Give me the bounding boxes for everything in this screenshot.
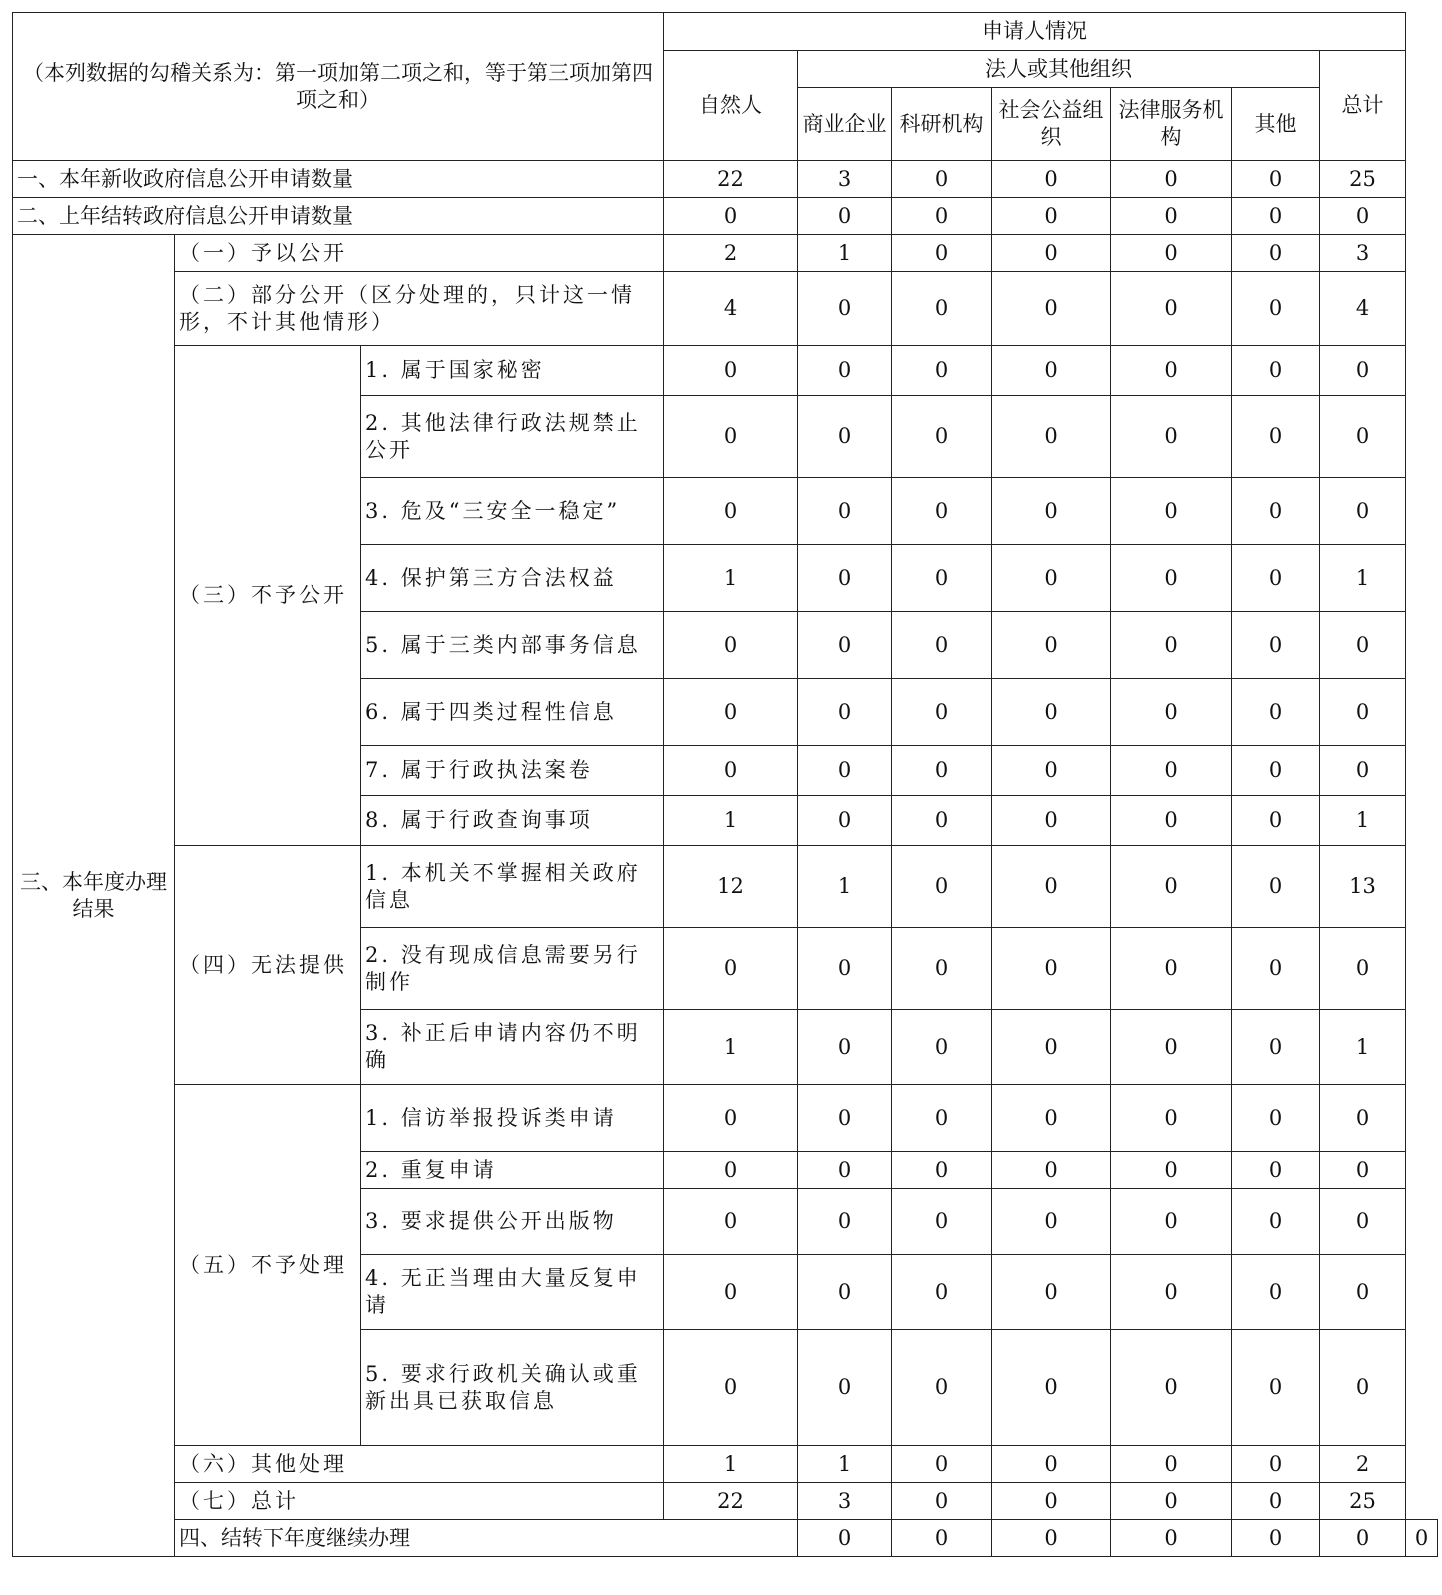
header-legal-group: 法人或其他组织 <box>798 51 1320 88</box>
sub-row-label: 1. 本机关不掌握相关政府信息 <box>361 846 664 928</box>
cell: 0 <box>1232 746 1320 796</box>
cell: 0 <box>892 1483 992 1520</box>
sub-row-label: 3. 要求提供公开出版物 <box>361 1189 664 1255</box>
cell: 0 <box>992 235 1111 272</box>
cell: 0 <box>1111 396 1232 478</box>
cell: 0 <box>664 478 798 545</box>
cell: 0 <box>798 396 892 478</box>
cell: 0 <box>1406 1520 1438 1557</box>
cell: 0 <box>992 1189 1111 1255</box>
cell: 0 <box>1320 612 1406 679</box>
cell: 0 <box>1320 346 1406 396</box>
cell: 0 <box>1111 1520 1232 1557</box>
cell: 1 <box>1320 1010 1406 1085</box>
cell: 0 <box>992 545 1111 612</box>
cell: 1 <box>664 796 798 846</box>
cell: 0 <box>1111 478 1232 545</box>
cell: 0 <box>992 1483 1111 1520</box>
cell: 0 <box>992 1152 1111 1189</box>
cell: 1 <box>798 846 892 928</box>
cell: 0 <box>1111 1255 1232 1330</box>
cell: 0 <box>1111 612 1232 679</box>
cell: 0 <box>892 1085 992 1152</box>
cell: 22 <box>664 161 798 198</box>
cell: 0 <box>892 1330 992 1446</box>
cell: 0 <box>892 272 992 346</box>
cell: 0 <box>992 679 1111 746</box>
cell: 0 <box>1232 796 1320 846</box>
cell: 0 <box>1232 396 1320 478</box>
cell: 0 <box>992 746 1111 796</box>
cell: 0 <box>992 478 1111 545</box>
cell: 1 <box>798 1446 892 1483</box>
row-subtotal-label: （七）总计 <box>175 1483 664 1520</box>
sub-row-label: 5. 要求行政机关确认或重新出具已获取信息 <box>361 1330 664 1446</box>
cell: 0 <box>1111 1330 1232 1446</box>
cell: 0 <box>892 928 992 1010</box>
cell: 0 <box>1320 1330 1406 1446</box>
cell: 0 <box>664 1330 798 1446</box>
cell: 0 <box>1320 1189 1406 1255</box>
cell: 1 <box>1320 545 1406 612</box>
sub-row-label: 5. 属于三类内部事务信息 <box>361 612 664 679</box>
cell: 0 <box>1111 1152 1232 1189</box>
cell: 0 <box>798 198 892 235</box>
cell: 0 <box>892 1446 992 1483</box>
cell: 0 <box>1232 235 1320 272</box>
cell: 0 <box>1320 1520 1406 1557</box>
cell: 0 <box>892 612 992 679</box>
cell: 0 <box>798 346 892 396</box>
cell: 0 <box>798 612 892 679</box>
cell: 0 <box>1320 1152 1406 1189</box>
cell: 3 <box>1320 235 1406 272</box>
sub-row-label: 4. 无正当理由大量反复申请 <box>361 1255 664 1330</box>
cell: 0 <box>798 1330 892 1446</box>
cell: 0 <box>664 1152 798 1189</box>
section-results-label: 三、本年度办理结果 <box>13 235 175 1557</box>
cell: 0 <box>664 679 798 746</box>
header-legal-service: 法律服务机构 <box>1111 88 1232 161</box>
cell: 0 <box>992 1085 1111 1152</box>
cell: 0 <box>892 396 992 478</box>
cell: 0 <box>664 1085 798 1152</box>
cell: 0 <box>664 612 798 679</box>
cell: 0 <box>992 1255 1111 1330</box>
sub-row-label: 3. 补正后申请内容仍不明确 <box>361 1010 664 1085</box>
cell: 0 <box>664 928 798 1010</box>
cell: 0 <box>892 846 992 928</box>
sub-row-label: 2. 没有现成信息需要另行制作 <box>361 928 664 1010</box>
header-natural-person: 自然人 <box>664 51 798 161</box>
cell: 0 <box>892 545 992 612</box>
cell: 0 <box>664 746 798 796</box>
cell: 0 <box>798 796 892 846</box>
cell: 2 <box>1320 1446 1406 1483</box>
cell: 0 <box>1232 1010 1320 1085</box>
cell: 0 <box>1320 1255 1406 1330</box>
row-carry-forward-label: 四、结转下年度继续办理 <box>175 1520 798 1557</box>
row-partially-disclosed-label: （二）部分公开（区分处理的，只计这一情形，不计其他情形） <box>175 272 664 346</box>
cell: 0 <box>798 1010 892 1085</box>
cell: 0 <box>1320 198 1406 235</box>
cell: 2 <box>664 235 798 272</box>
cell: 0 <box>1232 612 1320 679</box>
cell: 0 <box>1232 1446 1320 1483</box>
cell: 0 <box>1320 1085 1406 1152</box>
sub-row-label: 6. 属于四类过程性信息 <box>361 679 664 746</box>
cell: 1 <box>1320 796 1406 846</box>
row-new-applications-label: 一、本年新收政府信息公开申请数量 <box>13 161 664 198</box>
cell: 0 <box>1111 346 1232 396</box>
cell: 12 <box>664 846 798 928</box>
cell: 0 <box>664 1255 798 1330</box>
cell: 0 <box>892 198 992 235</box>
sub-row-label: 2. 重复申请 <box>361 1152 664 1189</box>
cell: 0 <box>1232 346 1320 396</box>
cell: 0 <box>892 1010 992 1085</box>
header-note: （本列数据的勾稽关系为：第一项加第二项之和，等于第三项加第四项之和） <box>13 13 664 161</box>
cell: 0 <box>1232 545 1320 612</box>
cell: 0 <box>892 796 992 846</box>
cell: 0 <box>992 272 1111 346</box>
sub-row-label: 1. 信访举报投诉类申请 <box>361 1085 664 1152</box>
cell: 0 <box>1111 1483 1232 1520</box>
cell: 0 <box>992 1330 1111 1446</box>
cell: 0 <box>664 396 798 478</box>
header-total: 总计 <box>1320 51 1406 161</box>
cell: 13 <box>1320 846 1406 928</box>
cell: 22 <box>664 1483 798 1520</box>
sub-row-label: 2. 其他法律行政法规禁止公开 <box>361 396 664 478</box>
group-unable-to-provide-label: （四）无法提供 <box>175 846 361 1085</box>
cell: 0 <box>1320 679 1406 746</box>
cell: 0 <box>992 396 1111 478</box>
cell: 0 <box>1111 545 1232 612</box>
cell: 0 <box>1111 1085 1232 1152</box>
row-carried-over-label: 二、上年结转政府信息公开申请数量 <box>13 198 664 235</box>
header-applicant: 申请人情况 <box>664 13 1406 51</box>
cell: 0 <box>1320 396 1406 478</box>
cell: 0 <box>1111 746 1232 796</box>
cell: 0 <box>1232 1255 1320 1330</box>
cell: 0 <box>798 928 892 1010</box>
cell: 0 <box>1111 161 1232 198</box>
row-disclosed-label: （一）予以公开 <box>175 235 664 272</box>
sub-row-label: 3. 危及“三安全一稳定” <box>361 478 664 545</box>
cell: 0 <box>1111 1446 1232 1483</box>
cell: 0 <box>892 346 992 396</box>
cell: 0 <box>1232 478 1320 545</box>
cell: 0 <box>798 679 892 746</box>
cell: 0 <box>798 1085 892 1152</box>
cell: 1 <box>664 545 798 612</box>
cell: 0 <box>1232 1152 1320 1189</box>
cell: 0 <box>892 746 992 796</box>
header-social: 社会公益组织 <box>992 88 1111 161</box>
cell: 3 <box>798 1483 892 1520</box>
cell: 0 <box>892 1189 992 1255</box>
group-not-processed-label: （五）不予处理 <box>175 1085 361 1446</box>
group-not-disclosed-label: （三）不予公开 <box>175 346 361 846</box>
cell: 0 <box>992 1520 1111 1557</box>
cell: 0 <box>1320 928 1406 1010</box>
cell: 25 <box>1320 1483 1406 1520</box>
header-other: 其他 <box>1232 88 1320 161</box>
cell: 0 <box>992 1010 1111 1085</box>
cell: 0 <box>664 346 798 396</box>
header-research: 科研机构 <box>892 88 992 161</box>
sub-row-label: 1. 属于国家秘密 <box>361 346 664 396</box>
cell: 0 <box>1232 679 1320 746</box>
cell: 0 <box>1111 272 1232 346</box>
cell: 0 <box>798 272 892 346</box>
cell: 0 <box>992 846 1111 928</box>
cell: 0 <box>992 161 1111 198</box>
cell: 0 <box>1320 478 1406 545</box>
cell: 0 <box>798 478 892 545</box>
cell: 0 <box>1232 1483 1320 1520</box>
cell: 0 <box>892 1520 992 1557</box>
cell: 0 <box>992 198 1111 235</box>
cell: 0 <box>992 928 1111 1010</box>
cell: 1 <box>798 235 892 272</box>
cell: 0 <box>798 1189 892 1255</box>
sub-row-label: 8. 属于行政查询事项 <box>361 796 664 846</box>
cell: 0 <box>1111 198 1232 235</box>
cell: 0 <box>1232 846 1320 928</box>
cell: 0 <box>664 198 798 235</box>
cell: 0 <box>1232 198 1320 235</box>
sub-row-label: 7. 属于行政执法案卷 <box>361 746 664 796</box>
cell: 0 <box>892 1152 992 1189</box>
cell: 0 <box>1111 235 1232 272</box>
cell: 0 <box>992 1446 1111 1483</box>
cell: 0 <box>1111 1010 1232 1085</box>
cell: 0 <box>1111 796 1232 846</box>
cell: 0 <box>992 612 1111 679</box>
cell: 3 <box>798 161 892 198</box>
statistics-table <box>12 12 1438 1557</box>
header-commercial: 商业企业 <box>798 88 892 161</box>
cell: 0 <box>1232 1520 1320 1557</box>
cell: 0 <box>1111 846 1232 928</box>
cell: 0 <box>1232 1189 1320 1255</box>
cell: 25 <box>1320 161 1406 198</box>
cell: 1 <box>664 1010 798 1085</box>
cell: 0 <box>798 1520 892 1557</box>
cell: 0 <box>892 235 992 272</box>
cell: 0 <box>1232 1330 1320 1446</box>
cell: 0 <box>798 1255 892 1330</box>
cell: 0 <box>798 746 892 796</box>
cell: 0 <box>798 545 892 612</box>
cell: 0 <box>1232 928 1320 1010</box>
cell: 0 <box>992 796 1111 846</box>
cell: 0 <box>1320 746 1406 796</box>
cell: 0 <box>992 346 1111 396</box>
cell: 1 <box>664 1446 798 1483</box>
cell: 4 <box>1320 272 1406 346</box>
cell: 0 <box>1232 161 1320 198</box>
cell: 0 <box>1232 1085 1320 1152</box>
cell: 4 <box>664 272 798 346</box>
row-other-processing-label: （六）其他处理 <box>175 1446 664 1483</box>
sub-row-label: 4. 保护第三方合法权益 <box>361 545 664 612</box>
cell: 0 <box>1111 928 1232 1010</box>
cell: 0 <box>664 1189 798 1255</box>
cell: 0 <box>1111 679 1232 746</box>
cell: 0 <box>892 1255 992 1330</box>
cell: 0 <box>1232 272 1320 346</box>
cell: 0 <box>892 161 992 198</box>
cell: 0 <box>892 679 992 746</box>
cell: 0 <box>892 478 992 545</box>
cell: 0 <box>798 1152 892 1189</box>
cell: 0 <box>1111 1189 1232 1255</box>
